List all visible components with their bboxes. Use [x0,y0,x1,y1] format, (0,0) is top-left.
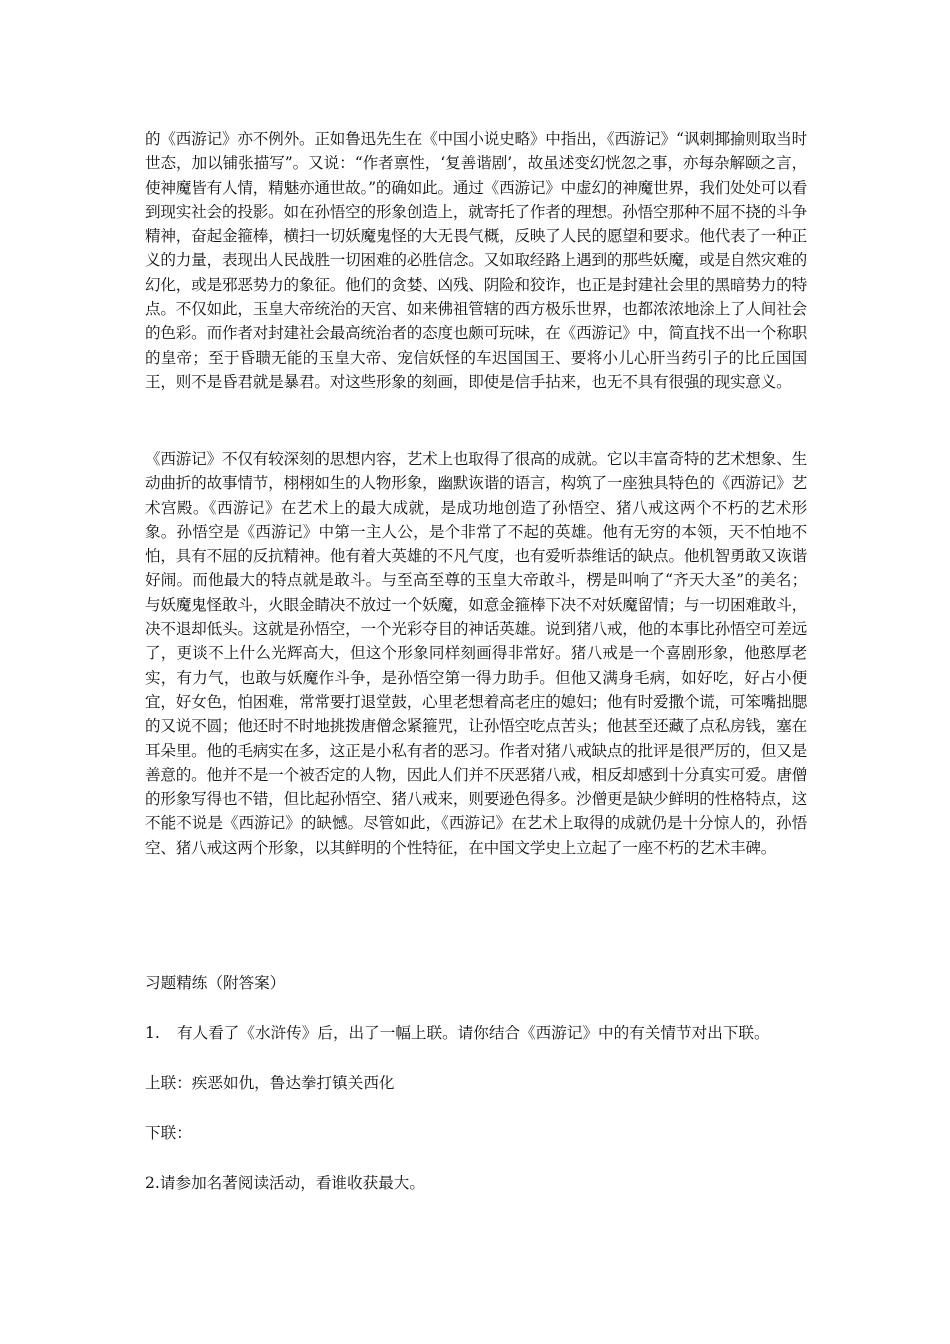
question-1 [145,1022,770,1044]
exercise-heading: 习题精练（附答案） [145,974,286,992]
question-1-number: 1. [145,1024,160,1042]
question-2: 2.请参加名著阅读活动，看谁收获最大。 [145,1174,425,1192]
question-1-text: 有人看了《水浒传》后，出了一幅上联。请你结合《西游记》中的有关情节对出下联。 [177,1024,770,1042]
paragraph-journey-west-reality: 的《西游记》亦不例外。正如鲁迅先生在《中国小说史略》中指出，《西游记》“讽刺揶揄则取当时世态，加以铺张描写”。又说：“作者禀性，‘复善谐剧’，故虽述变幻恍忽之事，亦每杂解颐之言，使神魔皆有人情，精魅亦通世故。”的确如此。通过《西游记》中虚幻的神魔世界，我们处处可以看到现实社会的投影。如在孙悟空的形象创造上，就寄托了作者的理想。孙悟空那种不屈不挠的斗争精神，奋起金箍棒，横扫一切妖魔鬼怪的大无畏气概，反映了人民的愿望和要求。他代表了一种正义的力量，表现出人民战胜一切困难的必胜信念。又如取经路上遇到的那些妖魔，或是自然灾难的幻化，或是邪恶势力的象征。他们的贪婪、凶残、阴险和狡诈，也正是封建社会里的黑暗势力的特点。不仅如此，玉皇大帝统治的天宫、如来佛祖管辖的西方极乐世界，也都浓浓地涂上了人间社会的色彩。而作者对封建社会最高统治者的态度也颇可玩味，在《西游记》中，简直找不出一个称职的皇帝；至于昏聩无能的玉皇大帝、宠信妖怪的车迟国国王、要将小儿心肝当药引子的比丘国国王，则不是昏君就是暴君。对这些形象的刻画，即使是信手拈来，也无不具有很强的现实意义。 [145,130,807,391]
paragraph-journey-west-art: 《西游记》不仅有较深刻的思想内容，艺术上也取得了很高的成就。它以丰富奇特的艺术想象、生动曲折的故事情节，栩栩如生的人物形象，幽默诙谐的语言，构筑了一座独具特色的《西游记》艺术宫殿。《西游记》在艺术上的最大成就，是成功地创造了孙悟空、猪八戒这两个不朽的艺术形象。孙悟空是《西游记》中第一主人公，是个非常了不起的英雄。他有无穷的本领，天不怕地不怕，具有不屈的反抗精神。他有着大英雄的不凡气度，也有爱听恭维话的缺点。他机智勇敢又诙谐好闹。而他最大的特点就是敢斗。与至高至尊的玉皇大帝敢斗，楞是叫响了“齐天大圣”的美名；与妖魔鬼怪敢斗，火眼金睛决不放过一个妖魔，如意金箍棒下决不对妖魔留情；与一切困难敢斗，决不退却低头。这就是孙悟空，一个光彩夺目的神话英雄。说到猪八戒，他的本事比孙悟空可差远了，更谈不上什么光辉高大，但这个形象同样刻画得非常好。猪八戒是一个喜剧形象，他憨厚老实，有力气，也敢与妖魔作斗争，是孙悟空第一得力助手。但他又满身毛病，如好吃，好占小便宜，好女色，怕困难，常常要打退堂鼓，心里老想着高老庄的媳妇；他有时爱撒个谎，可笨嘴拙腮的又说不圆；他还时不时地挑拨唐僧念紧箍咒，让孙悟空吃点苦头；他甚至还藏了点私房钱，塞在耳朵里。他的毛病实在多，这正是小私有者的恶习。作者对猪八戒缺点的批评是很严厉的，但又是善意的。他并不是一个被否定的人物，因此人们并不厌恶猪八戒，相反却感到十分真实可爱。唐僧的形象写得也不错，但比起孙悟空、猪八戒来，则要逊色得多。沙僧更是缺少鲜明的性格特点，这不能不说是《西游记》的缺憾。尽管如此，《西游记》在艺术上取得的成就仍是十分惊人的，孙悟空、猪八戒这两个形象，以其鲜明的个性特征，在中国文学史上立起了一座不朽的艺术丰碑。 [145,450,807,857]
lower-couplet: 下联： [145,1124,192,1142]
upper-couplet: 上联：疾恶如仇，鲁达拳打镇关西化 [145,1074,395,1092]
